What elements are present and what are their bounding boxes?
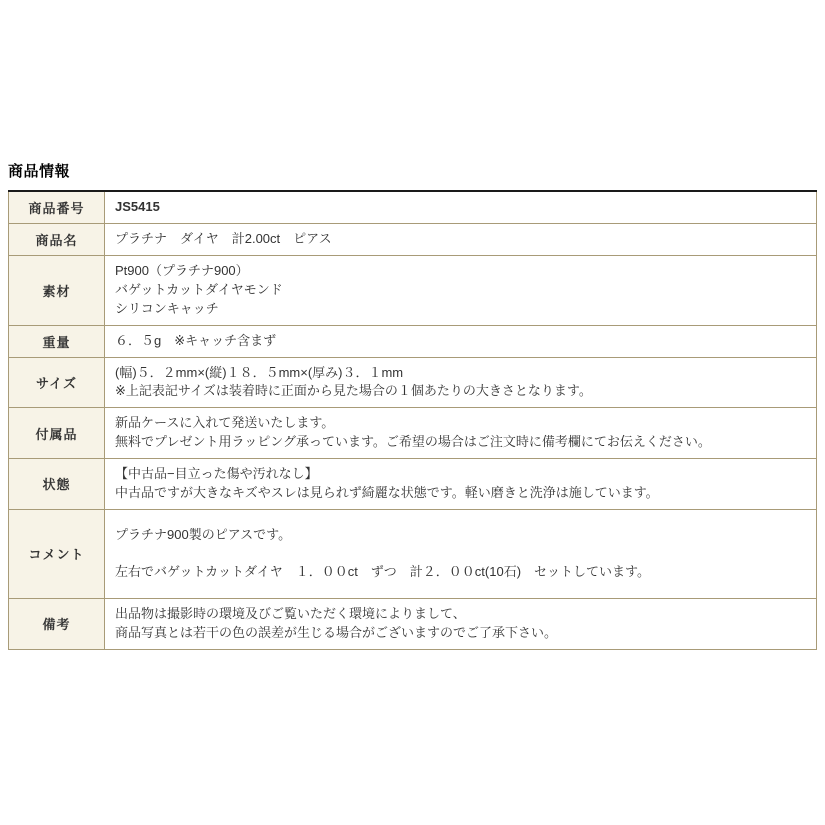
row-value-line: プラチナ900製のピアスです。 [115,526,292,542]
table-row [9,408,817,459]
row-value-line: 商品写真とは若干の色の誤差が生じる場合がございますのでご了承下さい。 [115,624,558,640]
row-label: 商品名 [9,224,105,256]
row-value [105,599,817,650]
row-value [105,256,817,326]
row-label: 素材 [9,256,105,326]
row-label: 備考 [9,599,105,650]
table-row [9,509,817,599]
row-value-line: 【中古品−目立った傷や汚れなし】 [115,465,318,481]
row-value-line: ６．５g ※キャッチ含まず [115,332,277,348]
row-value [105,224,817,256]
row-value-line: プラチナ ダイヤ 計2.00ct ピアス [115,231,332,247]
row-label: 付属品 [9,408,105,459]
table-row [9,599,817,650]
row-value-line: 中古品ですが大きなキズやスレは見られず綺麗な状態です。軽い磨きと洗浄は施しています。 [115,484,659,500]
table-row [9,224,817,256]
table-row [9,325,817,357]
row-label: 重量 [9,325,105,357]
row-value-line: 左右でバゲットカットダイヤ １．００ct ずつ 計２．００ct(10石) セットしています。 [115,564,651,580]
row-label: 商品番号 [9,191,105,224]
row-value [105,509,817,599]
row-value-line [115,544,806,563]
product-info-table [8,190,817,650]
row-value [105,191,817,224]
row-label: サイズ [9,357,105,408]
row-value [105,408,817,459]
row-value-line: 出品物は撮影時の環境及びご覧いただく環境によりまして、 [115,606,466,622]
table-row [9,357,817,408]
row-value-line: バゲットカットダイヤモンド [115,281,283,297]
row-value-line: JS5415 [115,199,160,215]
row-value [105,458,817,509]
table-row [9,191,817,224]
row-value-line: Pt900（プラチナ900） [115,263,249,278]
row-label: 状態 [9,458,105,509]
row-value [105,325,817,357]
row-value [105,357,817,408]
row-value-line: (幅)５．２mm×(縦)１８．５mm×(厚み)３．１mm [115,364,404,380]
row-label: コメント [9,509,105,599]
row-value-line: シリコンキャッチ [115,300,219,316]
row-value-line: 無料でプレゼント用ラッピング承っています。ご希望の場合はご注文時に備考欄にてお伝えください。 [115,434,711,450]
product-info-table-body [9,191,817,649]
table-row [9,458,817,509]
row-value-line: 新品ケースに入れて発送いたします。 [115,415,335,431]
row-value-line: ※上記表記サイズは装着時に正面から見た場合の１個あたりの大きさとなります。 [115,383,592,399]
table-row [9,256,817,326]
page-title: 商品情報 [8,163,71,180]
